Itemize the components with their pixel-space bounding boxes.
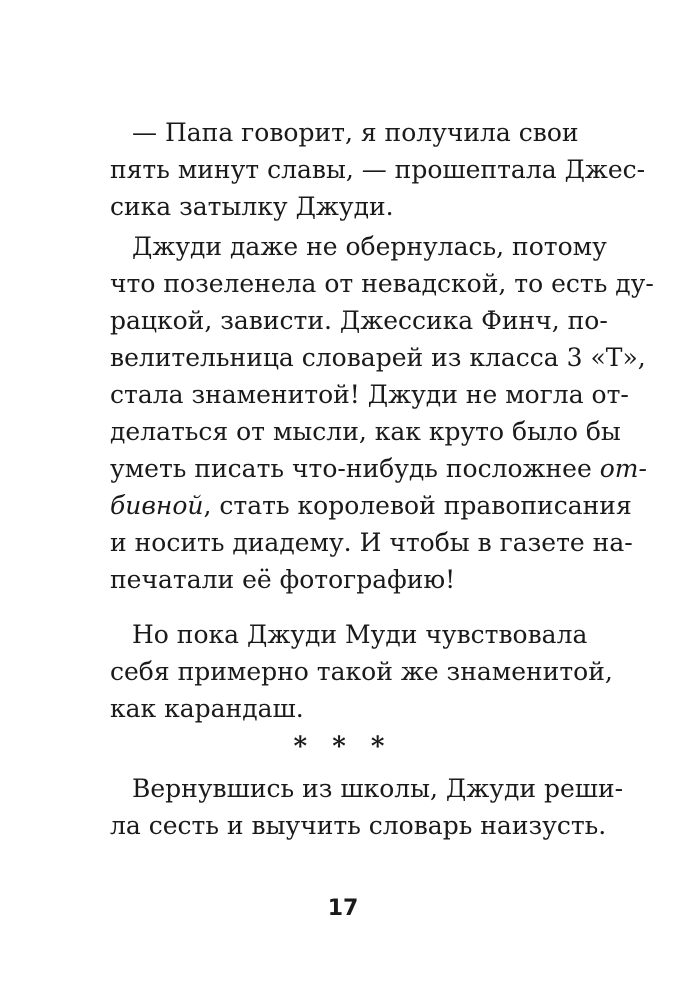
- text-line: что позеленела от невадской, то есть ду-: [110, 269, 654, 298]
- text-line: делаться от мысли, как круто было бы: [110, 417, 621, 446]
- text-line: как карандаш.: [110, 694, 304, 723]
- text-line: сика затылку Джуди.: [110, 192, 394, 221]
- text-line: [110, 491, 632, 521]
- text-line: стала знаменитой! Джуди не могла от-: [110, 380, 629, 409]
- text-line: пять минут славы, — прошептала Джес-: [110, 155, 646, 184]
- text-line: — Папа говорит, я получила свои: [132, 118, 579, 147]
- text-line: ла сесть и выучить словарь наизусть.: [110, 811, 607, 840]
- section-divider: * * *: [293, 732, 393, 762]
- text-line: Джуди даже не обернулась, потому: [132, 232, 607, 261]
- page-number: 17: [327, 896, 359, 921]
- text-span: , стать королевой правописания: [203, 491, 632, 520]
- text-line: велительница словарей из класса 3 «Т»,: [110, 343, 646, 372]
- text-span: уметь писать что-нибудь посложнее: [110, 454, 592, 483]
- text-line: и носить диадему. И чтобы в газете на-: [110, 528, 633, 557]
- text-line: Но пока Джуди Муди чувствовала: [132, 620, 588, 649]
- italic-word: от-: [599, 454, 647, 483]
- text-line: печатали её фотографию!: [110, 565, 456, 594]
- text-line: Вернувшись из школы, Джуди реши-: [132, 774, 624, 803]
- text-line: себя примерно такой же знаменитой,: [110, 657, 613, 686]
- text-line: рацкой, зависти. Джессика Финч, по-: [110, 306, 608, 335]
- text-line: [110, 454, 647, 484]
- italic-word: бивной: [110, 491, 204, 520]
